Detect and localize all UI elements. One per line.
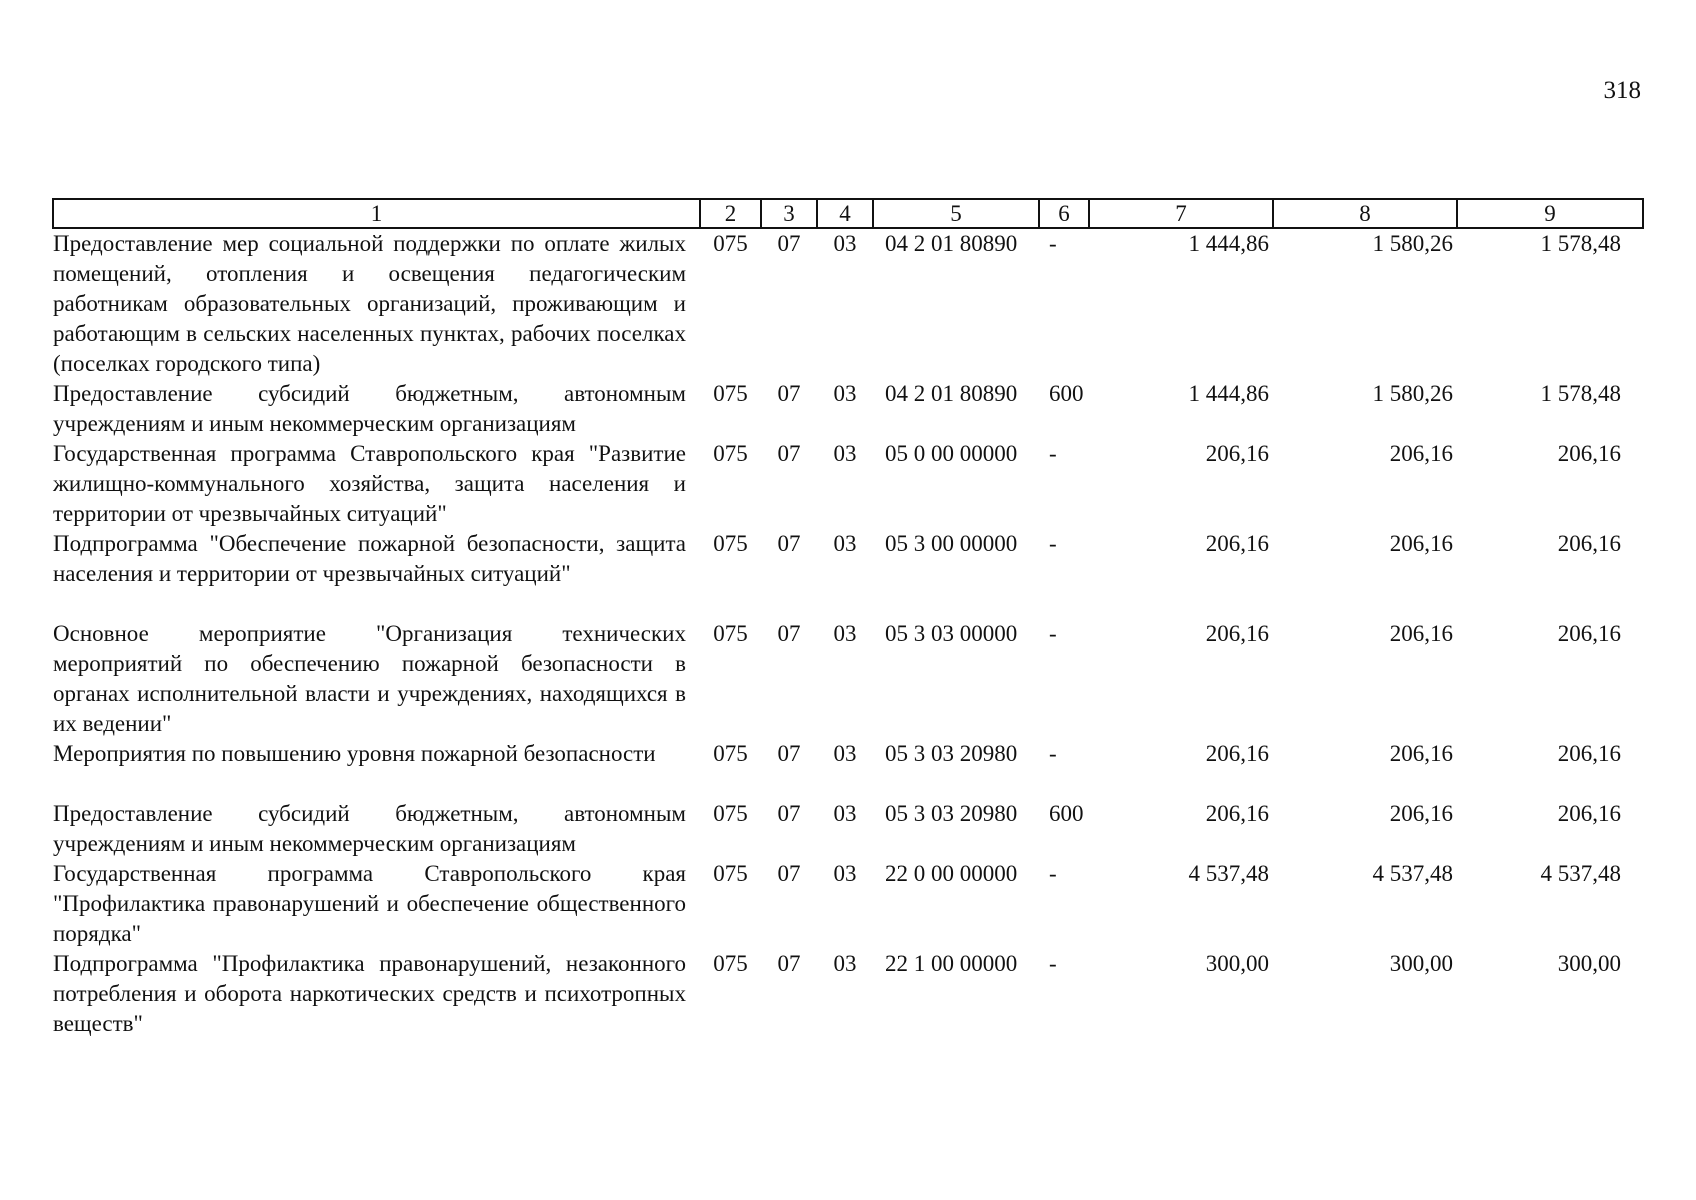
column-header: 8 bbox=[1273, 199, 1457, 228]
table-row bbox=[53, 799, 1643, 859]
table-row bbox=[53, 739, 1643, 799]
target-article-code: 04 2 01 80890 bbox=[885, 231, 1018, 256]
table-header-row bbox=[53, 199, 1643, 228]
section-code: 07 bbox=[777, 951, 801, 976]
row-name: Подпрограмма "Обеспечение пожарной безопасности, защита населения и территории от чрезвычайных ситуаций" bbox=[53, 531, 686, 586]
section-code: 07 bbox=[777, 741, 801, 766]
target-article-code: 22 1 00 00000 bbox=[885, 951, 1018, 976]
amount-col7: 4 537,48 bbox=[1188, 861, 1269, 886]
subsection-code: 03 bbox=[833, 621, 857, 646]
ministry-code: 075 bbox=[713, 801, 748, 826]
amount-col9: 4 537,48 bbox=[1540, 861, 1621, 886]
row-name: Государственная программа Ставропольского края "Развитие жилищно-коммунального хозяйства, защита населения и территории от чрезвычайных ситуаций" bbox=[53, 441, 686, 526]
amount-col9: 206,16 bbox=[1557, 441, 1621, 466]
column-header: 9 bbox=[1457, 199, 1643, 228]
row-name: Государственная программа Ставропольского края "Профилактика правонарушений и обеспечение общественного порядка" bbox=[53, 861, 686, 946]
table-row bbox=[53, 859, 1643, 949]
row-name: Подпрограмма "Профилактика правонарушений, незаконного потребления и оборота наркотических средств и психотропных веществ" bbox=[53, 951, 686, 1036]
amount-col8: 206,16 bbox=[1389, 741, 1453, 766]
expense-type-code: 600 bbox=[1049, 381, 1084, 406]
column-header: 4 bbox=[817, 199, 873, 228]
amount-col9: 206,16 bbox=[1557, 531, 1621, 556]
column-header: 3 bbox=[761, 199, 817, 228]
table-row bbox=[53, 529, 1643, 619]
table-row bbox=[53, 439, 1643, 529]
amount-col7: 1 444,86 bbox=[1188, 381, 1269, 406]
column-header: 7 bbox=[1089, 199, 1273, 228]
table-row bbox=[53, 379, 1643, 439]
amount-col8: 206,16 bbox=[1389, 531, 1453, 556]
target-article-code: 04 2 01 80890 bbox=[885, 381, 1018, 406]
subsection-code: 03 bbox=[833, 951, 857, 976]
target-article-code: 05 0 00 00000 bbox=[885, 441, 1018, 466]
subsection-code: 03 bbox=[833, 861, 857, 886]
target-article-code: 22 0 00 00000 bbox=[885, 861, 1018, 886]
amount-col8: 206,16 bbox=[1389, 801, 1453, 826]
ministry-code: 075 bbox=[713, 951, 748, 976]
amount-col8: 206,16 bbox=[1389, 621, 1453, 646]
amount-col8: 1 580,26 bbox=[1372, 231, 1453, 256]
row-name: Предоставление субсидий бюджетным, автономным учреждениям и иным некоммерческим организациям bbox=[53, 381, 686, 436]
amount-col8: 206,16 bbox=[1389, 441, 1453, 466]
amount-col9: 1 578,48 bbox=[1540, 381, 1621, 406]
expense-type-code: - bbox=[1049, 951, 1057, 976]
amount-col7: 206,16 bbox=[1205, 621, 1269, 646]
ministry-code: 075 bbox=[713, 531, 748, 556]
amount-col9: 1 578,48 bbox=[1540, 231, 1621, 256]
subsection-code: 03 bbox=[833, 381, 857, 406]
amount-col8: 1 580,26 bbox=[1372, 381, 1453, 406]
subsection-code: 03 bbox=[833, 231, 857, 256]
ministry-code: 075 bbox=[713, 381, 748, 406]
amount-col7: 300,00 bbox=[1205, 951, 1269, 976]
amount-col7: 1 444,86 bbox=[1188, 231, 1269, 256]
amount-col7: 206,16 bbox=[1205, 441, 1269, 466]
table-row bbox=[53, 228, 1643, 379]
ministry-code: 075 bbox=[713, 231, 748, 256]
amount-col9: 206,16 bbox=[1557, 741, 1621, 766]
expense-type-code: - bbox=[1049, 621, 1057, 646]
expense-type-code: - bbox=[1049, 741, 1057, 766]
ministry-code: 075 bbox=[713, 861, 748, 886]
section-code: 07 bbox=[777, 531, 801, 556]
expense-type-code: - bbox=[1049, 231, 1057, 256]
target-article-code: 05 3 03 20980 bbox=[885, 801, 1018, 826]
expense-type-code: - bbox=[1049, 531, 1057, 556]
row-name: Основное мероприятие "Организация технических мероприятий по обеспечению пожарной безопасности в органах исполнительной власти и учреждениях, находящихся в их ведении" bbox=[53, 621, 686, 736]
row-name: Предоставление субсидий бюджетным, автономным учреждениям и иным некоммерческим организациям bbox=[53, 801, 686, 856]
subsection-code: 03 bbox=[833, 531, 857, 556]
target-article-code: 05 3 00 00000 bbox=[885, 531, 1018, 556]
budget-table bbox=[52, 198, 1644, 1039]
column-header: 6 bbox=[1039, 199, 1089, 228]
target-article-code: 05 3 03 20980 bbox=[885, 741, 1018, 766]
table-row bbox=[53, 949, 1643, 1039]
amount-col9: 300,00 bbox=[1557, 951, 1621, 976]
amount-col8: 300,00 bbox=[1389, 951, 1453, 976]
subsection-code: 03 bbox=[833, 441, 857, 466]
table-row bbox=[53, 619, 1643, 739]
amount-col7: 206,16 bbox=[1205, 741, 1269, 766]
amount-col9: 206,16 bbox=[1557, 621, 1621, 646]
subsection-code: 03 bbox=[833, 801, 857, 826]
section-code: 07 bbox=[777, 381, 801, 406]
amount-col8: 4 537,48 bbox=[1372, 861, 1453, 886]
target-article-code: 05 3 03 00000 bbox=[885, 621, 1018, 646]
ministry-code: 075 bbox=[713, 621, 748, 646]
ministry-code: 075 bbox=[713, 741, 748, 766]
column-header: 1 bbox=[53, 199, 700, 228]
page-number: 318 bbox=[1603, 77, 1641, 104]
ministry-code: 075 bbox=[713, 441, 748, 466]
section-code: 07 bbox=[777, 231, 801, 256]
expense-type-code: - bbox=[1049, 861, 1057, 886]
column-header: 2 bbox=[700, 199, 761, 228]
amount-col7: 206,16 bbox=[1205, 531, 1269, 556]
column-header: 5 bbox=[873, 199, 1039, 228]
section-code: 07 bbox=[777, 621, 801, 646]
section-code: 07 bbox=[777, 861, 801, 886]
row-name: Мероприятия по повышению уровня пожарной безопасности bbox=[53, 741, 656, 766]
section-code: 07 bbox=[777, 801, 801, 826]
row-name: Предоставление мер социальной поддержки по оплате жилых помещений, отопления и освещения педагогическим работникам образовательных организаций, проживающим и работающим в сельских населенных пунктах, рабочих поселках (поселках городского типа) bbox=[53, 231, 686, 376]
amount-col7: 206,16 bbox=[1205, 801, 1269, 826]
expense-type-code: 600 bbox=[1049, 801, 1084, 826]
section-code: 07 bbox=[777, 441, 801, 466]
subsection-code: 03 bbox=[833, 741, 857, 766]
amount-col9: 206,16 bbox=[1557, 801, 1621, 826]
expense-type-code: - bbox=[1049, 441, 1057, 466]
